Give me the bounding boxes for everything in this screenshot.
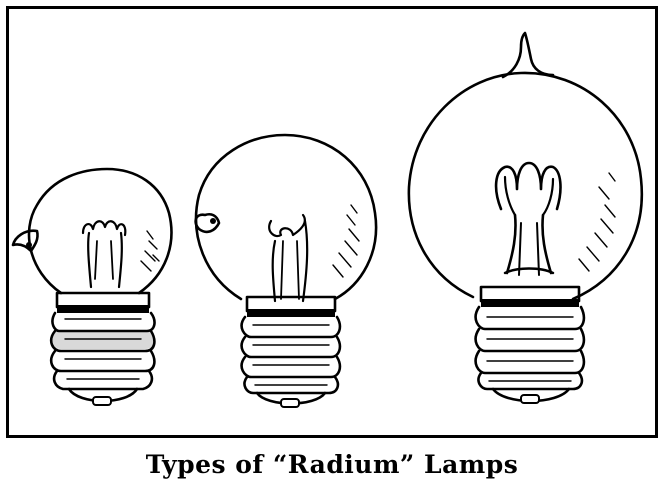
medium-lamp [196, 135, 376, 407]
illustration-frame [6, 6, 658, 438]
figure-caption: Types of “Radium” Lamps [145, 450, 519, 479]
small-lamp [13, 169, 171, 405]
lamps-illustration [9, 9, 655, 435]
large-lamp [409, 33, 642, 403]
